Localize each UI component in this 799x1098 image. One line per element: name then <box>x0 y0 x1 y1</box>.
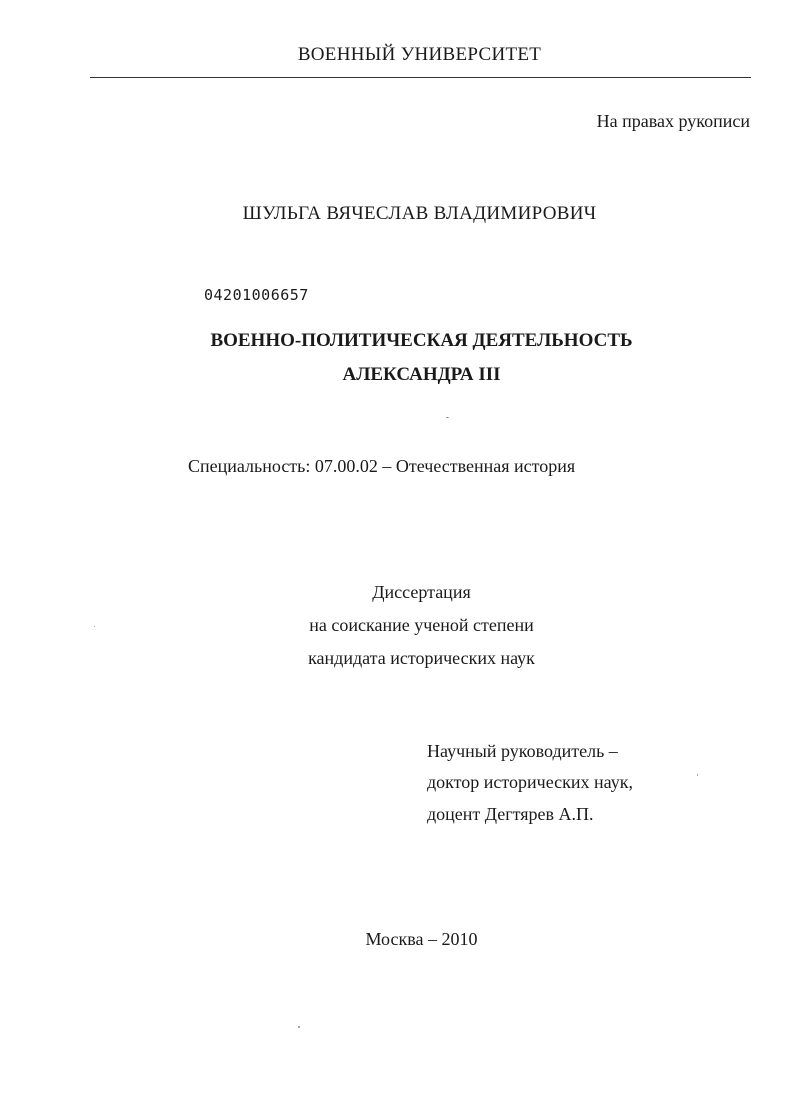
dissertation-line-3: кандидата исторических наук <box>308 648 535 668</box>
supervisor-line-1: Научный руководитель – <box>427 741 618 761</box>
supervisor-line-2: доктор исторических наук, <box>427 772 633 792</box>
rights-note: На правах рукописи <box>596 111 750 131</box>
title-line-2: АЛЕКСАНДРА III <box>342 364 501 385</box>
scan-speck <box>446 417 449 418</box>
header-rule <box>90 77 751 78</box>
city-year: Москва – 2010 <box>365 929 478 949</box>
scan-speck <box>697 774 698 776</box>
scan-speck <box>298 1026 300 1028</box>
dissertation-line-1: Диссертация <box>372 582 471 602</box>
title-line-1: ВОЕННО-ПОЛИТИЧЕСКАЯ ДЕЯТЕЛЬНОСТЬ <box>210 330 633 351</box>
scan-speck <box>94 626 95 627</box>
dissertation-line-2: на соискание ученой степени <box>309 615 534 635</box>
registration-code: 04201006657 <box>204 286 309 304</box>
specialty: Специальность: 07.00.02 – Отечественная история <box>188 456 576 476</box>
supervisor-line-3: доцент Дегтярев А.П. <box>427 804 594 824</box>
university-name: ВОЕННЫЙ УНИВЕРСИТЕТ <box>297 44 542 65</box>
author-name: ШУЛЬГА ВЯЧЕСЛАВ ВЛАДИМИРОВИЧ <box>242 203 597 224</box>
